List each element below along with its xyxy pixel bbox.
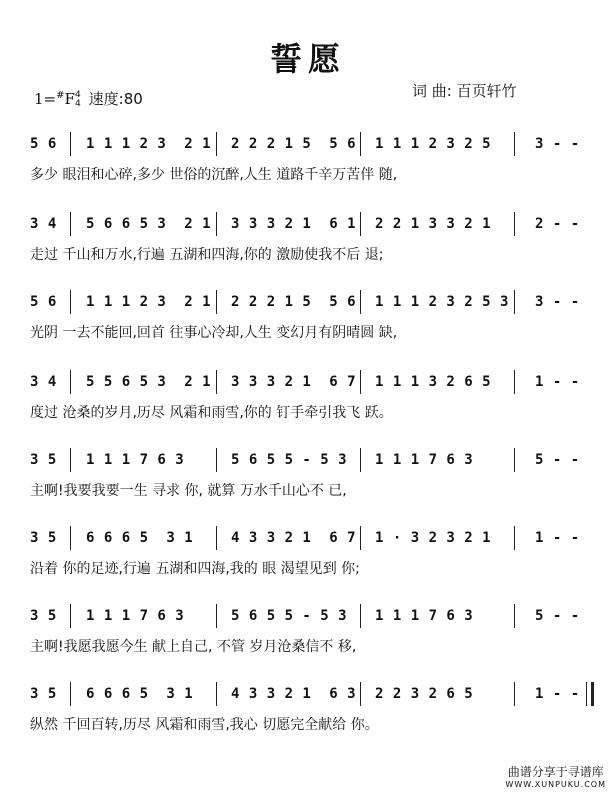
lyrics-line: 光阴 一去不能回,回首 往事心冷却,人生 变幻月有阴晴圆 缺, [30, 325, 398, 341]
notation-measure: 5 - - [535, 452, 580, 468]
notation-measure: 3 5 [30, 452, 57, 468]
time-signature [75, 91, 81, 109]
bar-line [360, 212, 361, 236]
bar-line [216, 604, 217, 628]
bar-line [70, 604, 71, 628]
notation-measure: 1 1 1 2 3 2 1 [86, 294, 212, 310]
notation-measure: 1 1 1 3 2 6 5 [375, 374, 492, 390]
bar-line [70, 448, 71, 472]
notation-measure: 5 - - [535, 608, 580, 624]
bar-line [514, 290, 515, 314]
key-prefix: 1= [34, 90, 57, 108]
score-row [0, 130, 616, 200]
bar-line [70, 132, 71, 156]
lyrics-line: 沿着 你的足迹,行遍 五湖和四海,我的 眼 渴望见到 你; [30, 561, 360, 577]
notation-measure: 4 3 3 2 1 6 3 [231, 686, 357, 702]
score-row [0, 288, 616, 358]
bar-line [360, 526, 361, 550]
score-row [0, 446, 616, 516]
notation-measure: 3 4 [30, 374, 57, 390]
score-row [0, 524, 616, 594]
lyrics-line: 多少 眼泪和心碎,多少 世俗的沉醉,人生 道路千辛万苦伴 随, [30, 167, 398, 183]
bar-line [216, 682, 217, 706]
notation-measure: 4 3 3 2 1 6 7 [231, 530, 357, 546]
notation-measure: 3 5 [30, 608, 57, 624]
score-row [0, 210, 616, 280]
bar-line [514, 132, 515, 156]
notation-measure: 1 1 1 7 6 3 [86, 452, 185, 468]
notation-measure: 1 1 1 7 6 3 [375, 452, 474, 468]
bar-line [360, 448, 361, 472]
time-bottom: 4 [74, 99, 81, 109]
bar-line [360, 682, 361, 706]
notation-measure: 1 - - [535, 686, 580, 702]
bar-line [70, 290, 71, 314]
notation-measure: 1 - - [535, 374, 580, 390]
notation-measure: 5 6 [30, 136, 57, 152]
notation-measure: 5 6 6 5 3 2 1 [86, 216, 212, 232]
credits: 词 曲: 百页轩竹 [412, 82, 517, 100]
song-title: 誓愿 [269, 40, 346, 78]
notation-measure: 3 5 [30, 530, 57, 546]
watermark-site: WWW.XUNPUKU.COM [505, 780, 606, 789]
notation-measure: 1 1 1 7 6 3 [375, 608, 474, 624]
notation-measure: 1 1 1 2 3 2 5 [375, 136, 492, 152]
lyrics-line: 纵然 千回百转,历尽 风霜和雨雪,我心 切愿完全献给 你。 [30, 717, 379, 733]
bar-line [360, 290, 361, 314]
final-bar-line [586, 682, 587, 706]
final-bar-line-thick [591, 682, 594, 706]
notation-measure: 2 2 2 1 5 5 6 [231, 294, 357, 310]
bar-line [70, 212, 71, 236]
bar-line [514, 212, 515, 236]
bar-line [514, 526, 515, 550]
notation-measure: 1 - - [535, 530, 580, 546]
bar-line [360, 370, 361, 394]
bar-line [216, 132, 217, 156]
notation-measure: 3 - - [535, 136, 580, 152]
notation-measure: 2 2 2 1 5 5 6 [231, 136, 357, 152]
key-note: F [64, 90, 75, 108]
score-row [0, 680, 616, 750]
bar-line [70, 682, 71, 706]
notation-measure: 3 - - [535, 294, 580, 310]
bar-line [360, 604, 361, 628]
bar-line [514, 682, 515, 706]
notation-measure: 5 6 [30, 294, 57, 310]
key-tempo-line [34, 88, 143, 109]
notation-measure: 5 5 6 5 3 2 1 [86, 374, 212, 390]
score-row [0, 368, 616, 438]
key-sharp: # [56, 90, 65, 101]
bar-line [216, 212, 217, 236]
bar-line [514, 448, 515, 472]
bar-line [216, 526, 217, 550]
lyrics-line: 度过 沧桑的岁月,历尽 风霜和雨雪,你的 钉手牵引我飞 跃。 [30, 405, 393, 421]
lyrics-line: 走过 千山和万水,行遍 五湖和四海,你的 激励使我不后 退; [30, 247, 384, 263]
bar-line [360, 132, 361, 156]
notation-measure: 3 3 3 2 1 6 7 [231, 374, 357, 390]
watermark [505, 763, 606, 789]
score-row [0, 602, 616, 672]
notation-measure: 3 5 [30, 686, 57, 702]
bar-line [514, 604, 515, 628]
bar-line [70, 370, 71, 394]
notation-measure: 3 4 [30, 216, 57, 232]
notation-measure: 6 6 6 5 3 1 [86, 686, 194, 702]
notation-measure: 6 6 6 5 3 1 [86, 530, 194, 546]
bar-line [216, 370, 217, 394]
notation-measure: 3 3 3 2 1 6 1 [231, 216, 357, 232]
notation-measure: 1 1 1 7 6 3 [86, 608, 185, 624]
notation-measure: 2 2 3 2 6 5 [375, 686, 474, 702]
notation-measure: 2 - - [535, 216, 580, 232]
watermark-text: 曲谱分享于寻谱库 [507, 765, 604, 779]
notation-measure: 2 2 1 3 3 2 1 [375, 216, 492, 232]
lyrics-line: 主啊!我愿我愿今生 献上自己, 不管 岁月沧桑信不 移, [30, 639, 357, 655]
tempo: 速度:80 [88, 90, 143, 108]
notation-measure: 1 1 1 2 3 2 5 3 [375, 294, 509, 310]
bar-line [216, 448, 217, 472]
notation-measure: 5 6 5 5 - 5 3 [231, 608, 348, 624]
bar-line [216, 290, 217, 314]
time-top: 4 [74, 90, 81, 100]
bar-line [514, 370, 515, 394]
lyrics-line: 主啊!我要我要一生 寻求 你, 就算 万水千山心不 已, [30, 483, 347, 499]
notation-measure: 1 1 1 2 3 2 1 [86, 136, 212, 152]
notation-measure: 5 6 5 5 - 5 3 [231, 452, 348, 468]
bar-line [70, 526, 71, 550]
notation-measure: 1 · 3 2 3 2 1 [375, 530, 492, 546]
